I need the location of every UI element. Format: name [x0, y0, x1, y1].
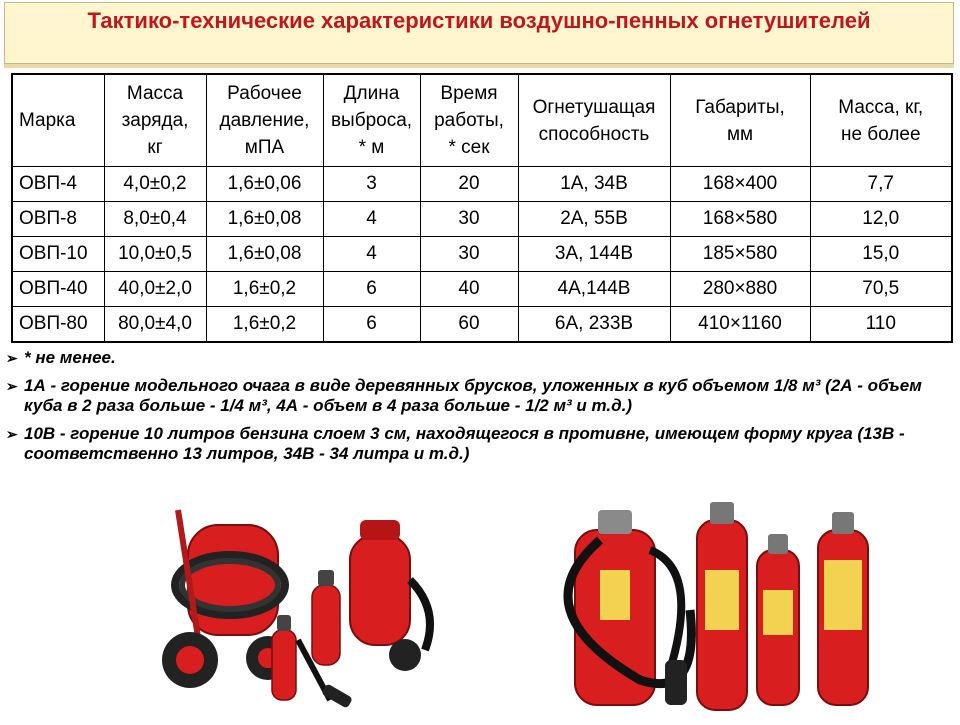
table-cell: 15,0	[810, 237, 952, 272]
column-header: Время работы, * сек	[420, 74, 518, 167]
table-cell: 6	[323, 307, 420, 343]
spec-table	[11, 73, 953, 343]
list-item: ➢ 10В - горение 10 литров бензина слоем 3 см, находящегося в противне, имеющем форму круга (13В - соответственно 13 литров, 34В - 34 литра и т.д.)	[6, 424, 905, 463]
table-cell: 1А, 34В	[518, 167, 670, 202]
table-cell: 1,6±0,06	[206, 167, 323, 202]
table-cell: 30	[420, 237, 518, 272]
column-header: Марка	[12, 74, 104, 167]
table-cell: 1,6±0,08	[206, 237, 323, 272]
table-row	[12, 272, 952, 307]
table-cell: 40	[420, 272, 518, 307]
table-cell: 7,7	[810, 167, 952, 202]
table-cell: 8,0±0,4	[104, 202, 206, 237]
table-header-row	[12, 74, 952, 167]
table-cell: 168×580	[670, 202, 810, 237]
table-cell: 3	[323, 167, 420, 202]
page-title: Тактико-технические характеристики воздушно-пенных огнетушителей	[87, 8, 871, 33]
column-header: Масса, кг, не более	[810, 74, 952, 167]
table-row	[12, 307, 952, 343]
notes-list	[6, 348, 954, 472]
table-cell: 410×1160	[670, 307, 810, 343]
wheeled-extinguisher-illustration	[162, 510, 290, 688]
column-header: Огнетушащая способность	[518, 74, 670, 167]
table-cell: 30	[420, 202, 518, 237]
table-cell: 40,0±2,0	[104, 272, 206, 307]
arrow-bullet-icon: ➢	[6, 378, 18, 394]
table-cell: 70,5	[810, 272, 952, 307]
table-cell: 280×880	[670, 272, 810, 307]
table-cell: 3А, 144В	[518, 237, 670, 272]
large-extinguisher-illustration	[350, 520, 430, 671]
table-cell: 20	[420, 167, 518, 202]
table-cell: 60	[420, 307, 518, 343]
table-cell: 12,0	[810, 202, 952, 237]
table-row	[12, 237, 952, 272]
table-row	[12, 202, 952, 237]
table-cell: 185×580	[670, 237, 810, 272]
table-cell: 4	[323, 237, 420, 272]
table-cell: 4,0±0,2	[104, 167, 206, 202]
table-cell: 80,0±4,0	[104, 307, 206, 343]
column-header: Длина выброса, * м	[323, 74, 420, 167]
table-cell: 168×400	[670, 167, 810, 202]
table-cell: 2А, 55В	[518, 202, 670, 237]
column-header: Масса заряда, кг	[104, 74, 206, 167]
table-cell: ОВП-40	[12, 272, 104, 307]
table-cell: 6	[323, 272, 420, 307]
title-banner	[4, 2, 954, 64]
table-row	[12, 167, 952, 202]
table-cell: 1,6±0,2	[206, 307, 323, 343]
table-cell: ОВП-10	[12, 237, 104, 272]
table-cell: 4	[323, 202, 420, 237]
table-cell: ОВП-4	[12, 167, 104, 202]
list-item: ➢ * не менее.	[6, 348, 116, 367]
table-cell: 10,0±0,5	[104, 237, 206, 272]
column-header: Габариты, мм	[670, 74, 810, 167]
table-cell: 110	[810, 307, 952, 343]
table-cell: 1,6±0,2	[206, 272, 323, 307]
table-cell: ОВП-80	[12, 307, 104, 343]
table-cell: 6А, 233В	[518, 307, 670, 343]
handheld-extinguishers-illustration	[568, 502, 868, 710]
list-item: ➢ 1А - горение модельного очага в виде деревянных брусков, уложенных в куб объемом 1/8 м³ (2А - объем куба в 2 раза больше - 1/4 м³, 4А - объем в 4 раза больше - 1/2 м³ и т.д.)	[6, 376, 922, 415]
arrow-bullet-icon: ➢	[6, 350, 18, 366]
extinguisher-photos	[0, 490, 960, 720]
table-cell: ОВП-8	[12, 202, 104, 237]
arrow-bullet-icon: ➢	[6, 426, 18, 442]
table-cell: 4А,144В	[518, 272, 670, 307]
table-cell: 1,6±0,08	[206, 202, 323, 237]
column-header: Рабочее давление, мПА	[206, 74, 323, 167]
